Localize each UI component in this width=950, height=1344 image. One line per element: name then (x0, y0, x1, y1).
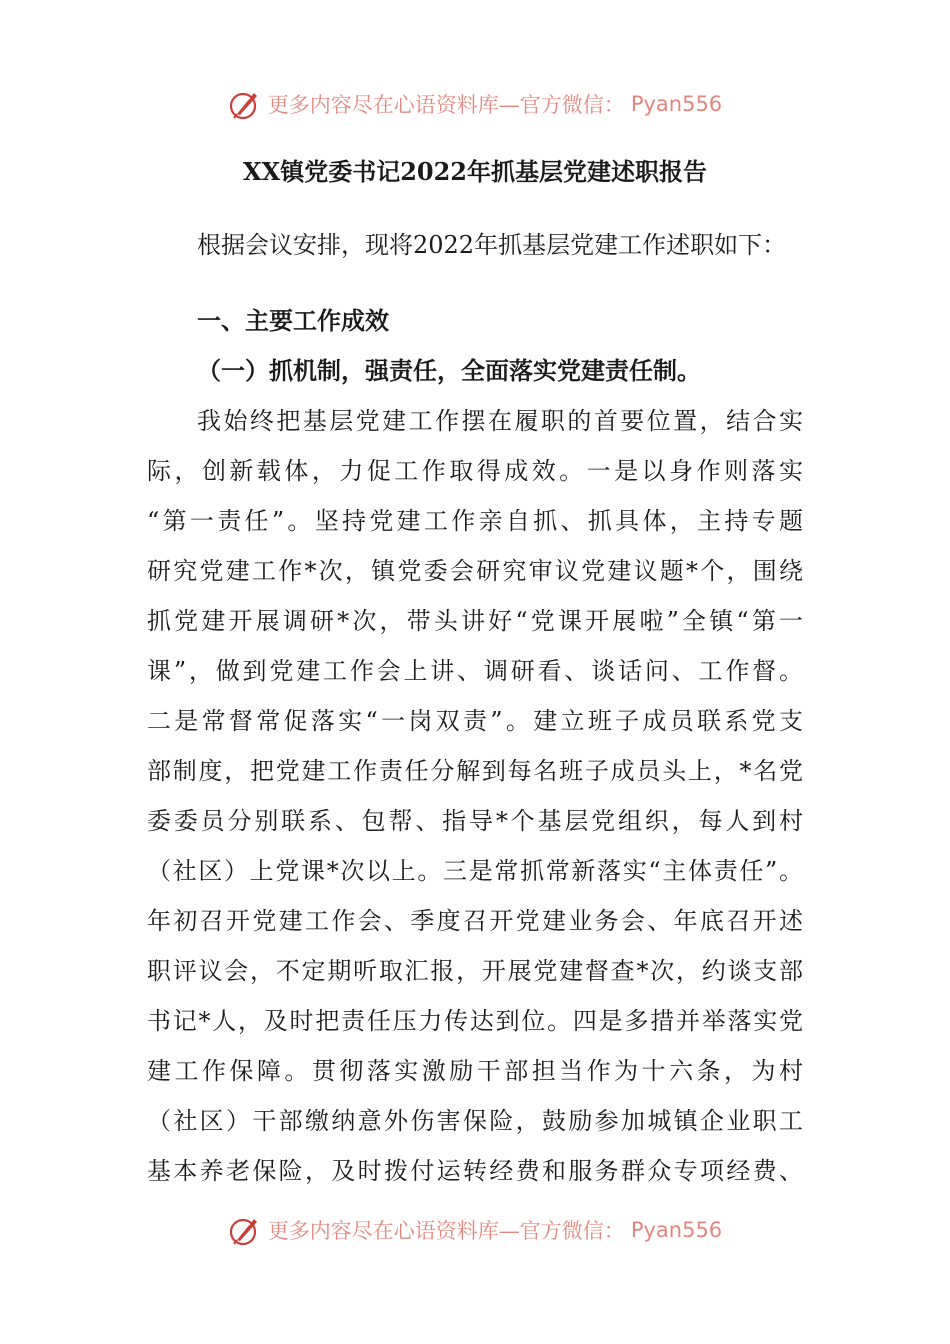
body-line: 二是常督常促落实“一岗双责”。建立班子成员联系党支 (147, 707, 803, 735)
body-line: 书记*人，及时把责任压力传达到位。四是多措并举落实党 (147, 1007, 803, 1035)
watermark-header (0, 84, 950, 124)
body-line: 研究党建工作*次，镇党委会研究审议党建议题*个，围绕 (147, 557, 803, 585)
body-line: 委委员分别联系、包帮、指导*个基层党组织，每人到村 (147, 807, 803, 835)
section-heading: 一、主要工作成效 (197, 306, 389, 335)
body-line: （社区）上党课*次以上。三是常抓常新落实“主体责任”。 (147, 857, 803, 885)
body-line: 年初召开党建工作会、季度召开党建业务会、年底召开述 (147, 907, 803, 935)
watermark-wechat-id: Pyan556 (630, 1218, 723, 1242)
subsection-heading: （一）抓机制，强责任，全面落实党建责任制。 (197, 356, 701, 385)
body-line: 我始终把基层党建工作摆在履职的首要位置，结合实 (197, 407, 803, 435)
body-line: （社区）干部缴纳意外伤害保险，鼓励参加城镇企业职工 (147, 1107, 803, 1135)
body-line: “第一责任”。坚持党建工作亲自抓、抓具体，主持专题 (147, 507, 803, 535)
quill-pen-logo-icon (228, 1213, 262, 1247)
intro-paragraph: 根据会议安排，现将2022年抓基层党建工作述职如下： (197, 231, 787, 259)
body-line: 基本养老保险，及时拨付运转经费和服务群众专项经费、 (147, 1157, 803, 1185)
document-title: XX镇党委书记2022年抓基层党建述职报告 (242, 157, 708, 186)
body-line: 际，创新载体，力促工作取得成效。一是以身作则落实 (147, 457, 803, 485)
body-line: 部制度，把党建工作责任分解到每名班子成员头上，*名党 (147, 757, 803, 785)
watermark-text: 更多内容尽在心语资料库—官方微信： (267, 93, 625, 117)
quill-pen-logo-icon (228, 87, 262, 121)
body-line: 抓党建开展调研*次，带头讲好“党课开展啦”全镇“第一 (147, 607, 803, 635)
body-line: 课”，做到党建工作会上讲、调研看、谈话问、工作督。 (147, 657, 803, 685)
body-line: 建工作保障。贯彻落实激励干部担当作为十六条，为村 (147, 1057, 803, 1085)
body-line: 职评议会，不定期听取汇报，开展党建督查*次，约谈支部 (147, 957, 803, 985)
watermark-footer (0, 1210, 950, 1250)
watermark-text: 更多内容尽在心语资料库—官方微信： (267, 1219, 625, 1243)
watermark-wechat-id: Pyan556 (630, 92, 723, 116)
